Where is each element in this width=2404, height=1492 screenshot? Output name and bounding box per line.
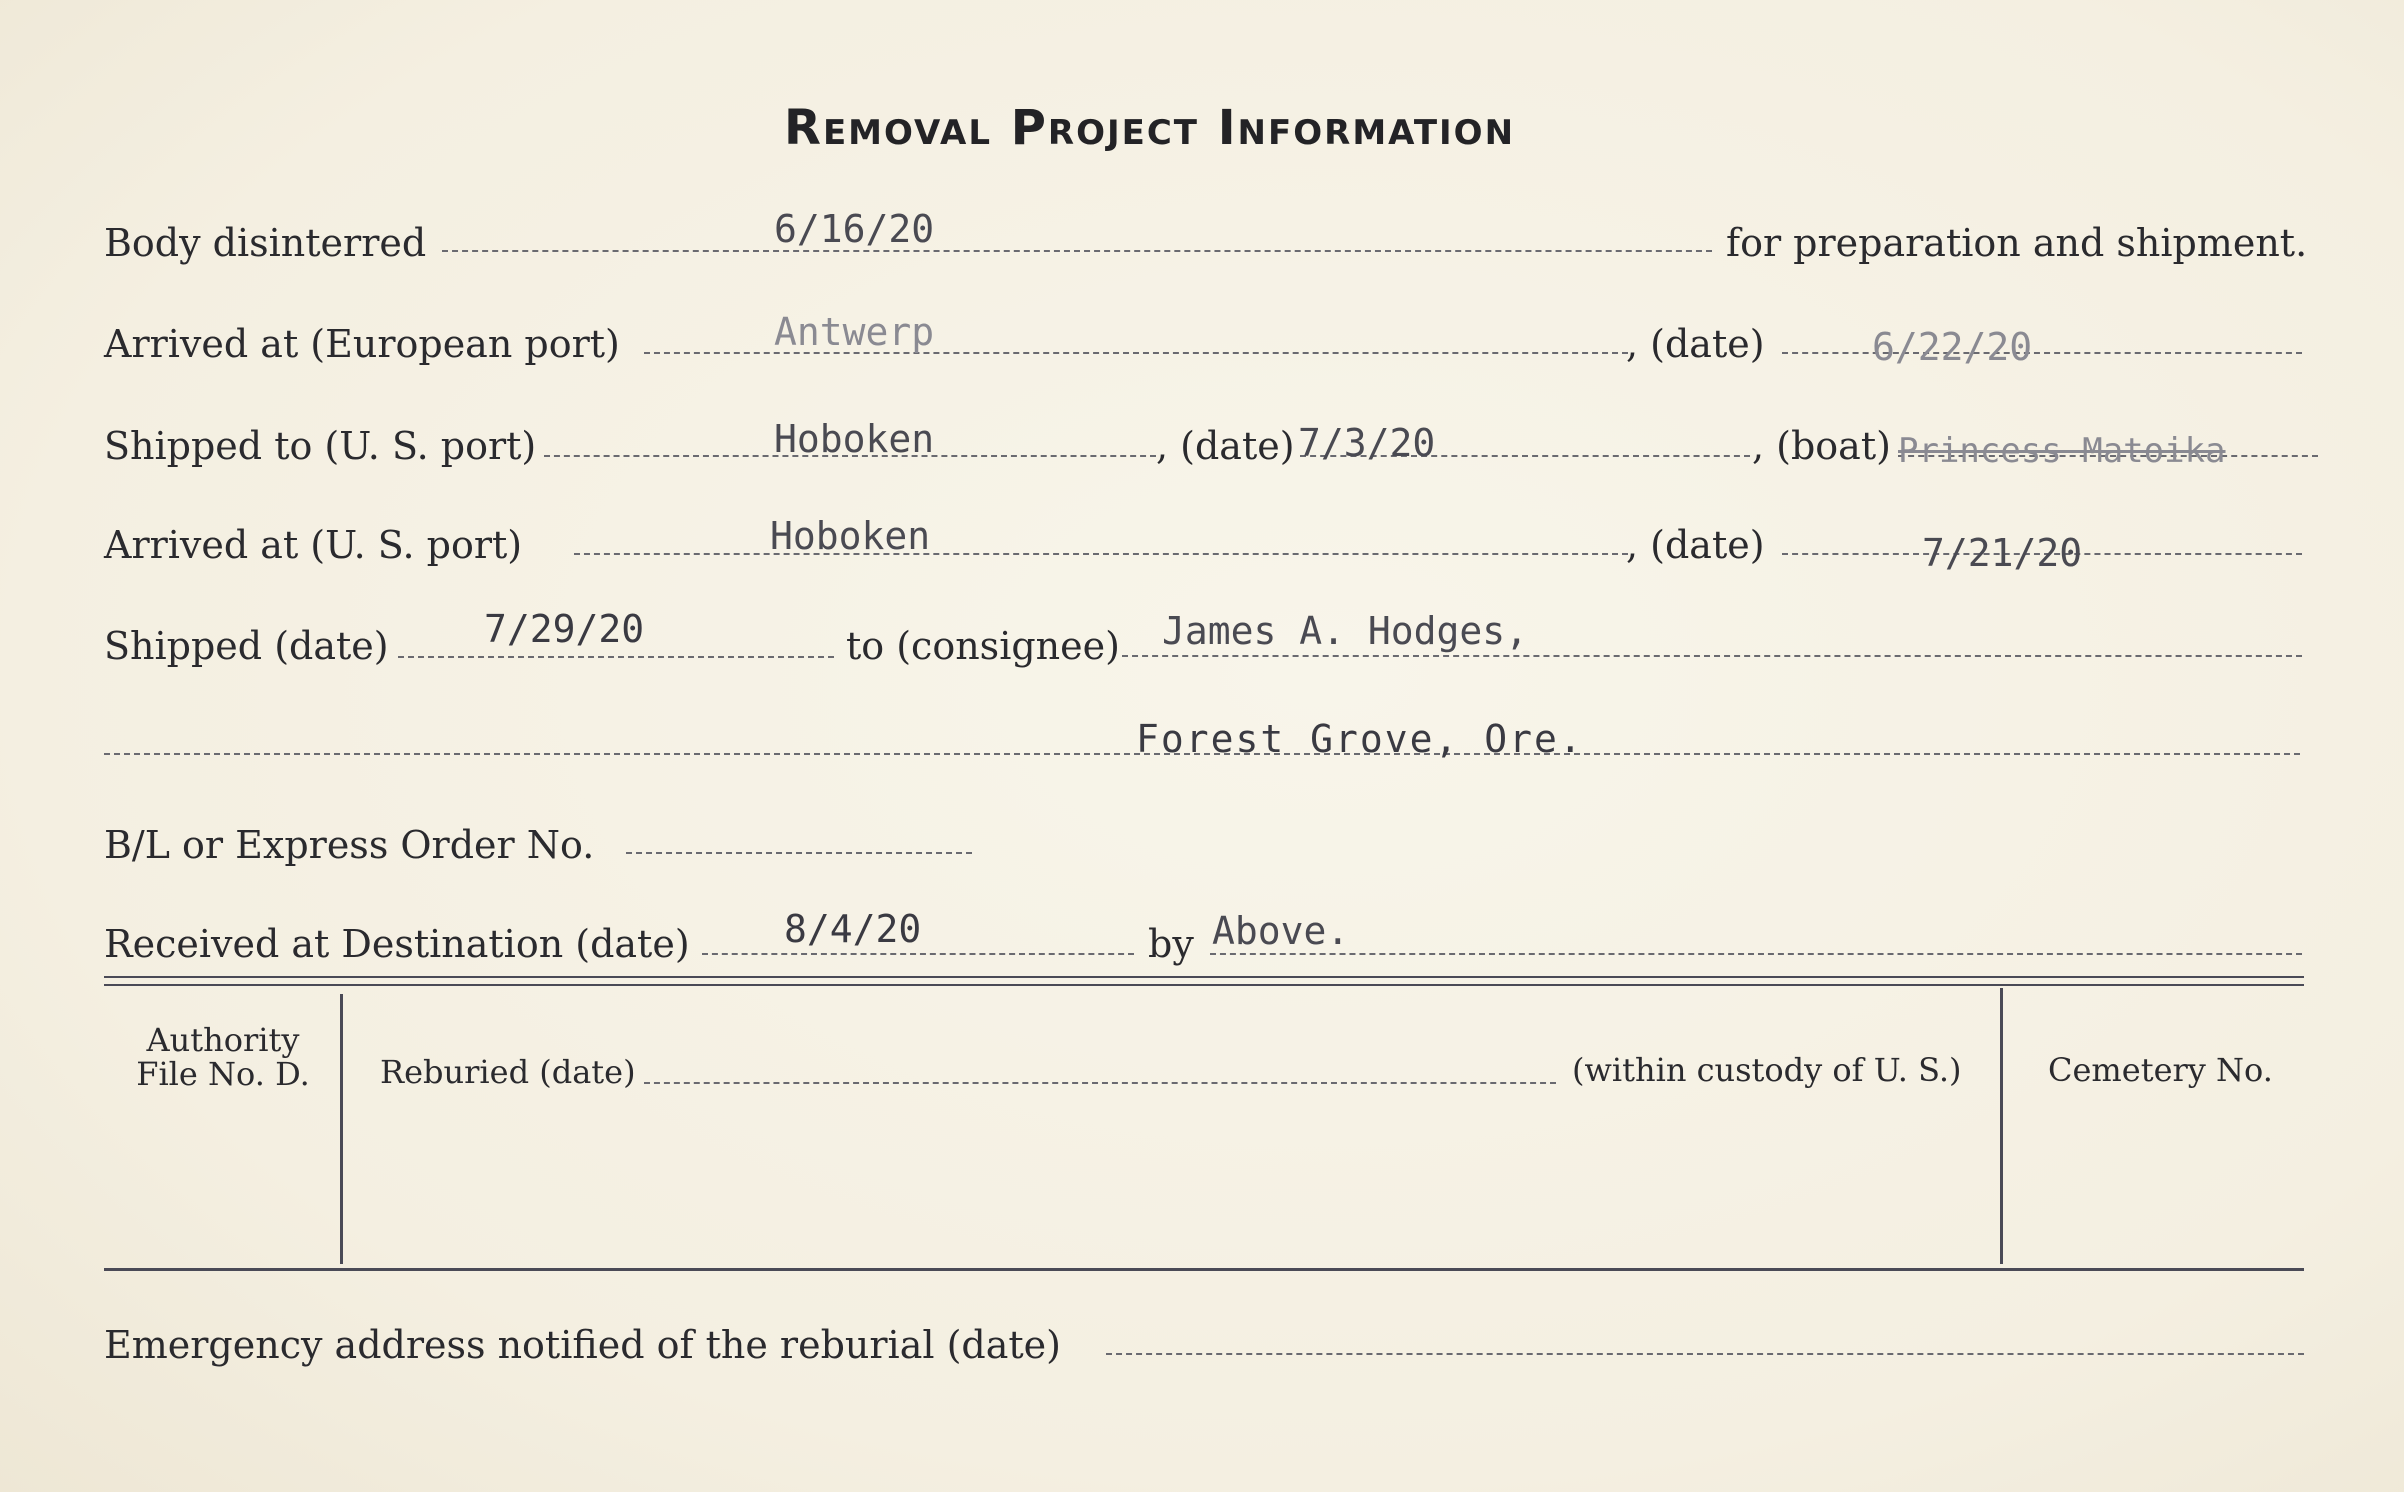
received-label: Received at Destination (date) xyxy=(104,922,690,966)
consignee-address: Forest Grove, Ore. xyxy=(1136,717,1584,761)
arrived-us-value: Hoboken xyxy=(770,514,931,558)
arrived-european-label: Arrived at (European port) xyxy=(104,322,620,366)
shipped-date-line xyxy=(398,656,834,658)
shipped-us-label: Shipped to (U. S. port) xyxy=(104,424,537,468)
table-top-rule xyxy=(104,976,2304,978)
bl-order-label: B/L or Express Order No. xyxy=(104,823,595,867)
received-by-value: Above. xyxy=(1212,909,1350,953)
received-line xyxy=(702,953,1134,955)
received-value: 8/4/20 xyxy=(784,907,922,951)
body-disinterred-value: 6/16/20 xyxy=(774,207,935,251)
custody-label: (within custody of U. S.) xyxy=(1572,1051,1962,1089)
table-bottom-rule xyxy=(104,1268,2304,1271)
received-by-line xyxy=(1210,953,2302,955)
emergency-line xyxy=(1106,1353,2304,1355)
reburied-line xyxy=(644,1082,1556,1084)
received-by-label: by xyxy=(1148,922,1194,966)
shipped-us-date-label: , (date) xyxy=(1156,424,1295,468)
card-title: Removal Project Information xyxy=(784,100,1516,156)
table-divider-left xyxy=(340,994,343,1264)
table-top-rule-2 xyxy=(104,984,2304,986)
consignee-value: James A. Hodges, xyxy=(1162,609,1529,653)
authority-label-line-2: File No. D. xyxy=(136,1054,310,1093)
body-disinterred-label: Body disinterred xyxy=(104,221,427,265)
emergency-label: Emergency address notified of the reburial (date) xyxy=(104,1323,1061,1367)
cemetery-label: Cemetery No. xyxy=(2048,1051,2273,1089)
consignee-line xyxy=(1122,655,2302,657)
shipped-us-value: Hoboken xyxy=(774,417,935,461)
bl-order-line xyxy=(626,852,972,854)
arrived-european-date: 6/22/20 xyxy=(1872,325,2033,369)
reburied-label: Reburied (date) xyxy=(380,1053,636,1091)
consignee-label: to (consignee) xyxy=(846,624,1120,668)
arrived-us-label: Arrived at (U. S. port) xyxy=(104,523,523,567)
shipped-us-boat: Princess Matoika xyxy=(1898,431,2226,471)
shipped-us-date: 7/3/20 xyxy=(1298,421,1436,465)
authority-label-line-1: Authority xyxy=(146,1021,300,1059)
arrived-us-date: 7/21/20 xyxy=(1922,531,2083,575)
table-divider-right xyxy=(2000,988,2003,1264)
arrived-european-value: Antwerp xyxy=(774,310,935,354)
body-disinterred-line xyxy=(442,250,1712,252)
shipped-date-value: 7/29/20 xyxy=(484,607,645,651)
shipped-date-label: Shipped (date) xyxy=(104,624,389,668)
arrived-us-line xyxy=(574,553,1628,555)
arrived-us-date-label: , (date) xyxy=(1626,523,1765,567)
authority-label xyxy=(114,1021,332,1093)
arrived-european-date-label: , (date) xyxy=(1626,322,1765,366)
shipped-us-boat-label: , (boat) xyxy=(1752,424,1891,468)
body-disinterred-suffix: for preparation and shipment. xyxy=(1726,221,2308,265)
arrived-european-date-line xyxy=(1782,352,2302,354)
